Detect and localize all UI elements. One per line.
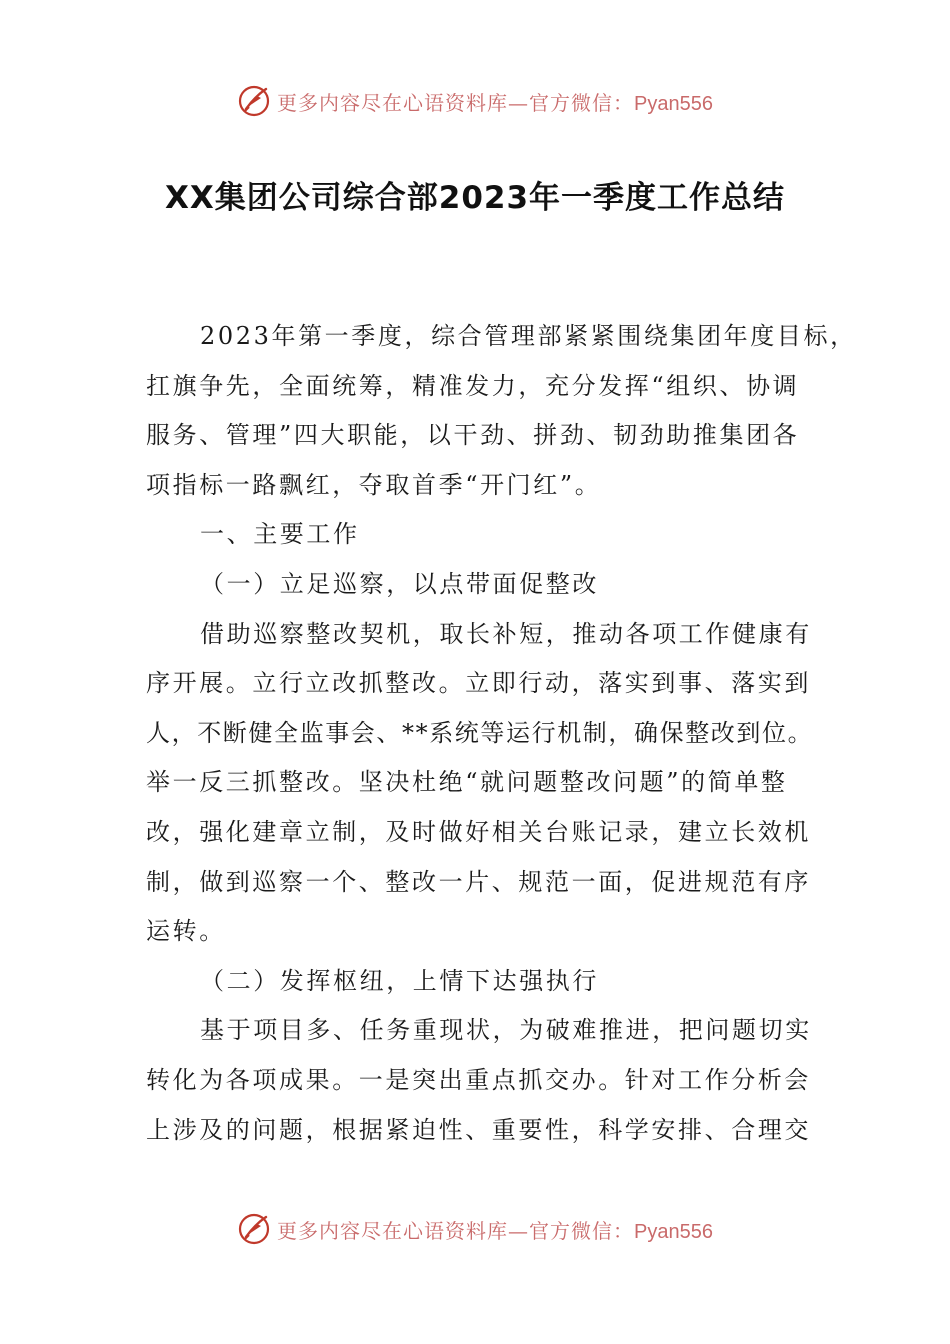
body-line: 序开展。立行立改抓整改。立即行动，落实到事、落实到	[146, 669, 811, 698]
subsection-heading: （一）立足巡察，以点带面促整改	[200, 569, 599, 598]
watermark-wechat-id: Pyan556	[634, 92, 713, 115]
quill-logo-icon	[237, 1212, 271, 1246]
watermark-text: 更多内容尽在心语资料库—官方微信：Pyan556	[277, 90, 713, 115]
body-line: 项指标一路飘红，夺取首季“开门红”。	[146, 470, 602, 499]
body-line: 服务、管理”四大职能，以干劲、拼劲、韧劲助推集团各	[146, 421, 800, 450]
body-line: 借助巡察整改契机，取长补短，推动各项工作健康有	[200, 619, 812, 648]
document-body	[146, 312, 857, 1155]
body-line: 运转。	[146, 917, 226, 946]
watermark-text: 更多内容尽在心语资料库—官方微信：Pyan556	[277, 1218, 713, 1243]
body-line: 2023年第一季度，综合管理部紧紧围绕集团年度目标，	[200, 322, 857, 350]
body-line: 改，强化建章立制，及时做好相关台账记录，建立长效机	[146, 817, 811, 846]
body-line: 扛旗争先，全面统筹，精准发力，充分发挥“组织、协调	[146, 371, 800, 400]
watermark-header	[0, 84, 950, 118]
document-title: XX集团公司综合部2023年一季度工作总结	[164, 180, 786, 216]
body-line: 人，不断健全监事会、**系统等运行机制，确保整改到位。	[146, 718, 814, 747]
section-heading: 一、主要工作	[200, 520, 360, 549]
watermark-footer	[0, 1212, 950, 1246]
body-line: 举一反三抓整改。坚决杜绝“就问题整改问题”的简单整	[146, 768, 788, 797]
body-line: 基于项目多、任务重现状，为破难推进，把问题切实	[200, 1016, 812, 1045]
quill-logo-icon	[237, 84, 271, 118]
body-line: 制，做到巡察一个、整改一片、规范一面，促进规范有序	[146, 867, 811, 896]
body-line: 转化为各项成果。一是突出重点抓交办。针对工作分析会	[146, 1065, 811, 1094]
body-line: 上涉及的问题，根据紧迫性、重要性，科学安排、合理交	[146, 1115, 811, 1144]
subsection-heading: （二）发挥枢纽，上情下达强执行	[200, 966, 599, 995]
watermark-wechat-id: Pyan556	[634, 1220, 713, 1243]
